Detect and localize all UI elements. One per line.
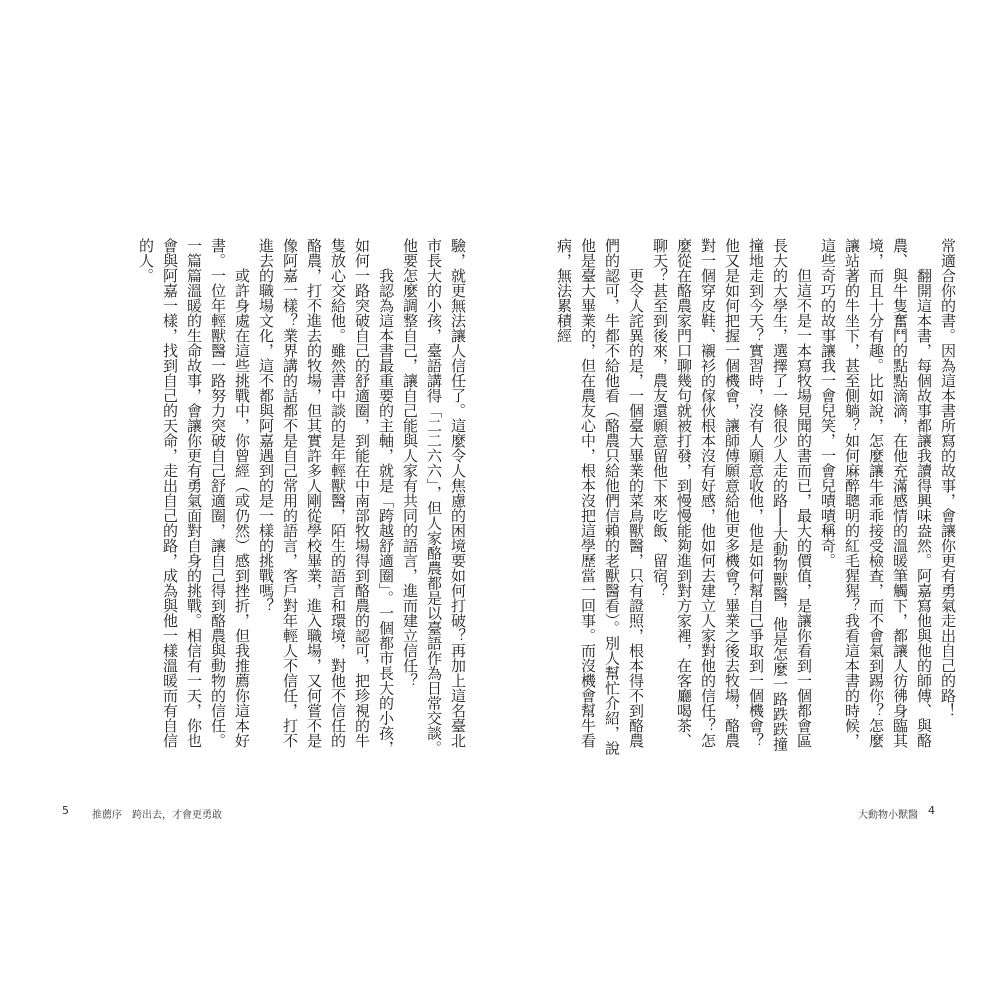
paragraph: 但這不是一本寫牧場見聞的書而已，最大的價值，是讓你看到一個都會區長大的大學生，選擇了一條很少人走的路──大動物獸醫，他是怎麼一路跌跌撞撞地走到今天？實習時，沒有人願意收他，他是如何幫自己爭取到一個機會？他又是如何把握一個機會，讓師傅願意給他更多機會？畢業之後去牧場，酪農對一個穿皮鞋、襯衫的傢伙根本沒有好感，他如何去建立人家對他的信任？怎麼從在酪農家門口聊幾句就被打發，到慢慢能夠進到對方家裡，在客廳喝茶、聊天？甚至到後來，農友還願意留他下來吃飯、留宿？ bbox=[651, 238, 813, 752]
paragraph: 驗，就更無法讓人信任了。這麼令人焦慮的困境要如何打破？再加上這名臺北市長大的小孩，臺語講得「二二六六」，但人家酪農都是以臺語作為日常交談。他要怎麼調整自己，讓自己能與人家有共同的語言，進而建立信任？ bbox=[401, 238, 467, 756]
right-page-body bbox=[555, 238, 960, 762]
page-number: 5 bbox=[62, 804, 69, 817]
paragraph: 常適合你的書。因為這本書所寫的故事，會讓你更有勇氣走出自己的路！ bbox=[939, 238, 957, 718]
paragraph: 翻開這本書，每個故事都讓我讀得興味盎然。阿嘉寫他與他的師傅、與酪農、與牛隻奮鬥的點點滴滴，在他充滿感情的溫暖筆觸下，都讓人彷彿身臨其境，而且十分有趣。比如說，怎麼讓牛乖乖接受檢查，而不會氣到踢你？怎麼讓站著的牛坐下，甚至側躺？如何麻醉聰明的紅毛猩猩？我看這本書的時候，這些奇巧的故事讓我一會兒笑，一會兒嘖嘖稱奇。 bbox=[819, 238, 933, 748]
paragraph: 更令人詫異的是，一個臺大畢業的菜鳥獸醫，只有證照，根本得不到酪農們的認可，牛都不給他看（酪農只給他們信賴的老獸醫看）。別人幫忙介紹，說他是臺大畢業的，但在農友心中，根本沒把這學歷當一回事。而沒機會幫牛看病，無法累積經 bbox=[555, 238, 645, 756]
paragraph: 我認為這本書最重要的主軸，就是「跨越舒適圈」。一個都市長大的小孩，如何一路突破自己的舒適圈，到能在中南部牧場得到酪農的認可，把珍視的牛隻放心交給他。雖然書中談的是年輕獸醫，陌生的語言和環境，對他不信任的酪農，打不進去的牧場，但其實許多人剛從學校畢業，進入職場，又何嘗不是像阿嘉一樣？業界講的話都不是自己常用的語言，客戶對年輕人不信任，打不進去的職場文化，這不都與阿嘉遇到的是一樣的挑戰嗎？ bbox=[257, 238, 395, 756]
running-footer: 大動物小獸醫 bbox=[858, 810, 918, 821]
paragraph: 或許身處在這些挑戰中，你曾經（或仍然）感到挫折，但我推薦你這本好書。一位年輕獸醫一路努力突破自己舒適圈，讓自己得到酪農與動物的信任。一篇篇溫暖的生命故事，會讓你更有勇氣面對自身的挑戰。相信有一天，你也會與阿嘉一樣，找到自己的天命，走出自己的路，成為與他一樣溫暖而有自信的人。 bbox=[137, 238, 251, 748]
left-page-body bbox=[70, 238, 470, 762]
page-number: 4 bbox=[928, 804, 935, 817]
right-page bbox=[500, 0, 1000, 1000]
running-footer: 推薦序 跨出去，才會更勇敢 bbox=[92, 810, 222, 821]
